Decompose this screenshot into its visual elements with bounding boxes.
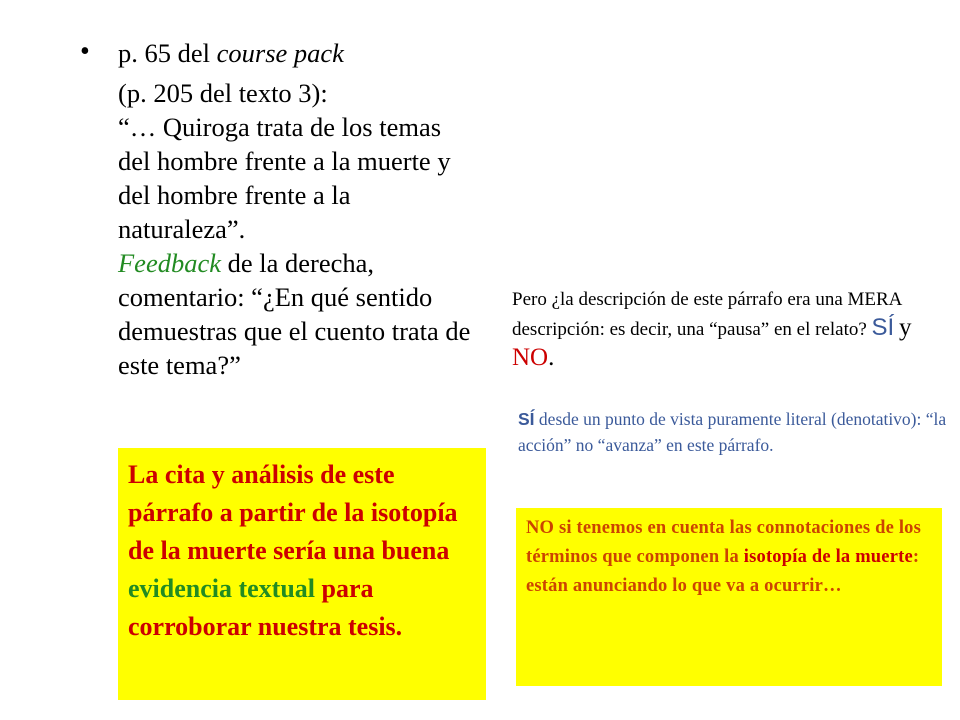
feedback-comment: [118, 246, 478, 382]
si-label: SÍ: [518, 409, 535, 429]
main-text-block: [118, 36, 478, 382]
evidence-highlight-box: [118, 448, 486, 700]
no-part3: : están anunciando lo que va a ocurrir…: [526, 547, 920, 596]
evidence-isotopia: isotopía de la muerte: [128, 498, 458, 565]
si-text: desde un punto de vista puramente literal (denotativo): “la acción” no “avanza” en este párrafo.: [518, 409, 947, 455]
no-isotopia: isotopía de la muerte: [743, 547, 913, 567]
course-pack-italic: course pack: [216, 38, 344, 68]
course-pack-prefix: p. 65 del: [118, 38, 217, 68]
evidence-part3: sería una buena: [266, 536, 450, 565]
evidence-tesis: nuestra tesis.: [257, 612, 403, 641]
si-explanation: [518, 406, 950, 458]
question-no: NO: [512, 344, 549, 371]
feedback-italic: Feedback: [118, 248, 221, 278]
evidence-textual: evidencia textual: [128, 574, 316, 603]
bullet-mark: •: [80, 36, 90, 67]
no-part1: NO si tenemos en cuenta las connotaciones de los términos que componen la: [526, 518, 922, 567]
question-y: y: [898, 314, 912, 341]
course-pack-line: [118, 36, 478, 70]
question-si: SÍ: [871, 314, 895, 341]
no-explanation-box: [516, 508, 942, 686]
question-text: Pero ¿la descripción de este párrafo era una MERA descripción: es decir, una “pausa” en el relato?: [512, 289, 902, 340]
feedback-rest: de la derecha, comentario: “¿En qué sentido demuestras que el cuento trata de este tema?”: [118, 248, 471, 380]
quiroga-quote: “… Quiroga trata de los temas del hombre frente a la muerte y del hombre frente a la naturaleza”.: [118, 112, 451, 244]
texto-page-line: (p. 205 del texto 3):: [118, 78, 328, 108]
evidence-part5: para corroborar: [128, 574, 374, 641]
question-period: .: [548, 344, 555, 371]
description-question: [512, 286, 932, 374]
evidence-part1: La cita y análisis de este párrafo a partir de la: [128, 460, 395, 527]
